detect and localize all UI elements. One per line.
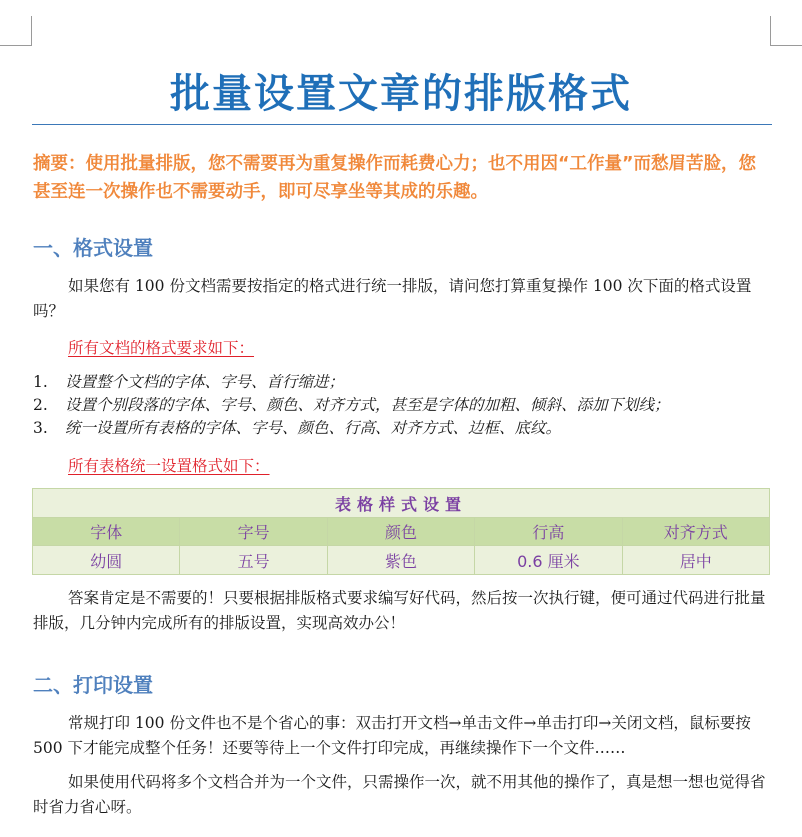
page-corner-mark-right: [770, 16, 802, 46]
format-conclusion-paragraph: 答案肯定是不需要的！只要根据排版格式要求编写好代码，然后按一次执行键，便可通过代码进行批量排版，几分钟内完成所有的排版设置，实现高效办公！: [33, 589, 766, 632]
table-caption-row: [33, 489, 770, 518]
title-divider: [32, 124, 772, 125]
section-heading-format: 一、格式设置: [33, 236, 153, 260]
table-header-cell: 字号: [180, 518, 327, 546]
table-cell: 居中: [622, 546, 769, 575]
table-cell: 紫色: [327, 546, 474, 575]
table-row: [33, 546, 770, 575]
list-number: 3.: [33, 419, 48, 437]
print-paragraph-1: 常规打印 100 份文件也不是个省心的事：双击打开文档→单击文件→单击打印→关闭文档，鼠标要按 500 下才能完成整个任务！还要等待上一个文件打印完成，再继续操作下一个文件……: [33, 714, 751, 757]
abstract: 摘要：使用批量排版，您不需要再为重复操作而耗费心力；也不用因“工作量”而愁眉苦脸，您甚至连一次操作也不需要动手，即可尽享坐等其成的乐趣。: [33, 154, 756, 202]
table-cell: 0.6 厘米: [475, 546, 622, 575]
table-header-cell: 字体: [33, 518, 180, 546]
document-title: 批量设置文章的排版格式: [170, 71, 632, 117]
list-item: [33, 417, 670, 440]
list-number: 1.: [33, 373, 48, 391]
requirements-list: [33, 371, 670, 440]
list-text: 设置个别段落的字体、字号、颜色、对齐方式，甚至是字体的加粗、倾斜、添加下划线；: [65, 396, 670, 414]
table-header-row: [33, 518, 770, 546]
table-caption: 表格样式设置: [33, 489, 770, 518]
table-requirements-label: 所有表格统一设置格式如下：: [68, 457, 270, 475]
doc-requirements-label: 所有文档的格式要求如下：: [68, 339, 255, 357]
style-settings-table: [32, 488, 770, 575]
page-corner-mark-left: [0, 16, 32, 46]
list-number: 2.: [33, 396, 48, 414]
table-header-cell: 行高: [475, 518, 622, 546]
list-text: 设置整个文档的字体、字号、首行缩进；: [65, 373, 345, 391]
table-header-cell: 颜色: [327, 518, 474, 546]
table-header-cell: 对齐方式: [622, 518, 769, 546]
list-text: 统一设置所有表格的字体、字号、颜色、行高、对齐方式、边框、底纹。: [65, 419, 562, 437]
list-item: [33, 371, 670, 394]
table-cell: 五号: [180, 546, 327, 575]
format-intro-paragraph: 如果您有 100 份文档需要按指定的格式进行统一排版，请问您打算重复操作 100 次下面的格式设置吗？: [33, 277, 752, 320]
section-heading-print: 二、打印设置: [33, 673, 153, 697]
list-item: [33, 394, 670, 417]
table-cell: 幼圆: [33, 546, 180, 575]
print-paragraph-2: 如果使用代码将多个文档合并为一个文件，只需操作一次，就不用其他的操作了，真是想一想也觉得省时省力省心呀。: [33, 773, 766, 816]
